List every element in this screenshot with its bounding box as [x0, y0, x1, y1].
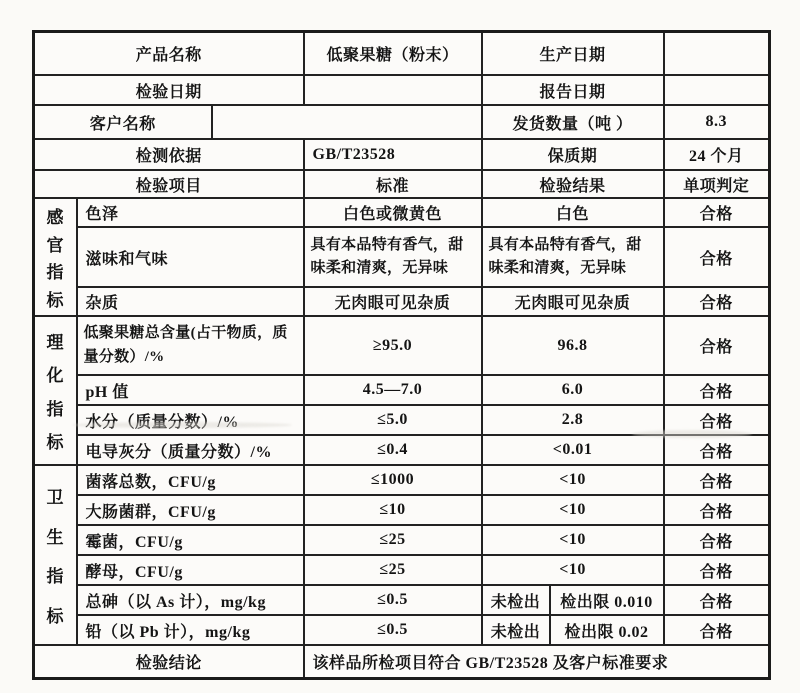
item-name: 菌落总数，CFU/g [77, 465, 304, 495]
table-row [34, 198, 770, 227]
scan-smudge [72, 422, 292, 428]
product-name-value: 低聚果糖（粉末） [304, 32, 482, 76]
shipment-quantity-label: 发货数量（吨 ） [482, 105, 664, 139]
standard-value: ≤5.0 [304, 405, 482, 435]
judgement-value: 合格 [664, 585, 770, 615]
item-name: 总砷（以 As 计），mg/kg [77, 585, 304, 615]
inspection-date-label: 检验日期 [34, 75, 304, 105]
item-name: 杂质 [77, 287, 304, 316]
item-name: 低聚果糖总含量(占干物质，质量分数）/% [77, 316, 304, 375]
result-value: 白色 [482, 198, 664, 227]
item-name: pH 值 [77, 375, 304, 405]
group-label-hygiene [34, 465, 77, 645]
judgement-value: 合格 [664, 495, 770, 525]
standard-value: 白色或微黄色 [304, 198, 482, 227]
item-name: 酵母，CFU/g [77, 555, 304, 585]
result-detection-limit: 检出限 0.010 [550, 585, 664, 615]
column-header-judgement: 单项判定 [664, 170, 770, 198]
judgement-value: 合格 [664, 227, 770, 287]
result-value: <10 [482, 495, 664, 525]
table-row [34, 555, 770, 585]
standard-value: 无肉眼可见杂质 [304, 287, 482, 316]
column-header-result: 检验结果 [482, 170, 664, 198]
table-row [34, 525, 770, 555]
shelf-life-value: 24 个月 [664, 139, 770, 170]
judgement-value: 合格 [664, 435, 770, 465]
judgement-value: 合格 [664, 375, 770, 405]
conclusion-label: 检验结论 [34, 645, 304, 679]
result-value: 6.0 [482, 375, 664, 405]
conclusion-value: 该样品所检项目符合 GB/T23528 及客户标准要求 [304, 645, 770, 679]
result-value: 具有本品特有香气，甜味柔和清爽，无异味 [482, 227, 664, 287]
shipment-quantity-value: 8.3 [664, 105, 770, 139]
inspection-date-value [304, 75, 482, 105]
customer-name-value [212, 105, 482, 139]
standard-value: ≤0.4 [304, 435, 482, 465]
table-row [34, 615, 770, 645]
table-row [34, 139, 770, 170]
result-value: 96.8 [482, 316, 664, 375]
table-row [34, 227, 770, 287]
report-page [32, 30, 771, 680]
table-row [34, 645, 770, 679]
group-label-physicochemical-text: 理 化 指 标 [46, 332, 64, 453]
table-row [34, 105, 770, 139]
table-row [34, 465, 770, 495]
item-name: 电导灰分（质量分数）/% [77, 435, 304, 465]
test-basis-label: 检测依据 [34, 139, 304, 170]
judgement-value: 合格 [664, 316, 770, 375]
result-value: 未检出 [482, 615, 550, 645]
result-detection-limit: 检出限 0.02 [550, 615, 664, 645]
standard-value: 具有本品特有香气，甜味柔和清爽，无异味 [304, 227, 482, 287]
column-header-item: 检验项目 [34, 170, 304, 198]
standard-value: ≤1000 [304, 465, 482, 495]
result-value: 无肉眼可见杂质 [482, 287, 664, 316]
report-date-value [664, 75, 770, 105]
judgement-value: 合格 [664, 555, 770, 585]
table-header-row [34, 170, 770, 198]
inspection-report-table [32, 30, 771, 680]
item-name: 霉菌，CFU/g [77, 525, 304, 555]
test-basis-value: GB/T23528 [304, 139, 482, 170]
standard-value: ≤10 [304, 495, 482, 525]
shelf-life-label: 保质期 [482, 139, 664, 170]
standard-value: ≤0.5 [304, 585, 482, 615]
judgement-value: 合格 [664, 405, 770, 435]
table-row [34, 585, 770, 615]
table-row [34, 32, 770, 76]
judgement-value: 合格 [664, 615, 770, 645]
judgement-value: 合格 [664, 287, 770, 316]
table-row [34, 316, 770, 375]
standard-value: ≥95.0 [304, 316, 482, 375]
judgement-value: 合格 [664, 465, 770, 495]
table-row [34, 435, 770, 465]
table-row [34, 375, 770, 405]
item-name: 铅（以 Pb 计），mg/kg [77, 615, 304, 645]
product-name-label: 产品名称 [34, 32, 304, 76]
item-name: 滋味和气味 [77, 227, 304, 287]
table-row [34, 495, 770, 525]
report-date-label: 报告日期 [482, 75, 664, 105]
production-date-label: 生产日期 [482, 32, 664, 76]
group-label-sensory [34, 198, 77, 316]
judgement-value: 合格 [664, 198, 770, 227]
item-name: 大肠菌群，CFU/g [77, 495, 304, 525]
result-value: <10 [482, 525, 664, 555]
customer-name-label: 客户名称 [34, 105, 212, 139]
result-value: 2.8 [482, 405, 664, 435]
scan-smudge [632, 430, 752, 438]
table-row [34, 287, 770, 316]
result-value: <10 [482, 465, 664, 495]
result-value: <0.01 [482, 435, 664, 465]
group-label-physicochemical [34, 316, 77, 465]
standard-value: ≤25 [304, 525, 482, 555]
item-name: 色泽 [77, 198, 304, 227]
item-name: 水分（质量分数）/% [77, 405, 304, 435]
standard-value: ≤0.5 [304, 615, 482, 645]
group-label-sensory-text: 感 官 指 标 [46, 208, 64, 310]
table-row [34, 75, 770, 105]
judgement-value: 合格 [664, 525, 770, 555]
production-date-value [664, 32, 770, 76]
column-header-standard: 标准 [304, 170, 482, 198]
result-value: <10 [482, 555, 664, 585]
standard-value: 4.5—7.0 [304, 375, 482, 405]
standard-value: ≤25 [304, 555, 482, 585]
group-label-hygiene-text: 卫 生 指 标 [46, 487, 64, 627]
result-value: 未检出 [482, 585, 550, 615]
